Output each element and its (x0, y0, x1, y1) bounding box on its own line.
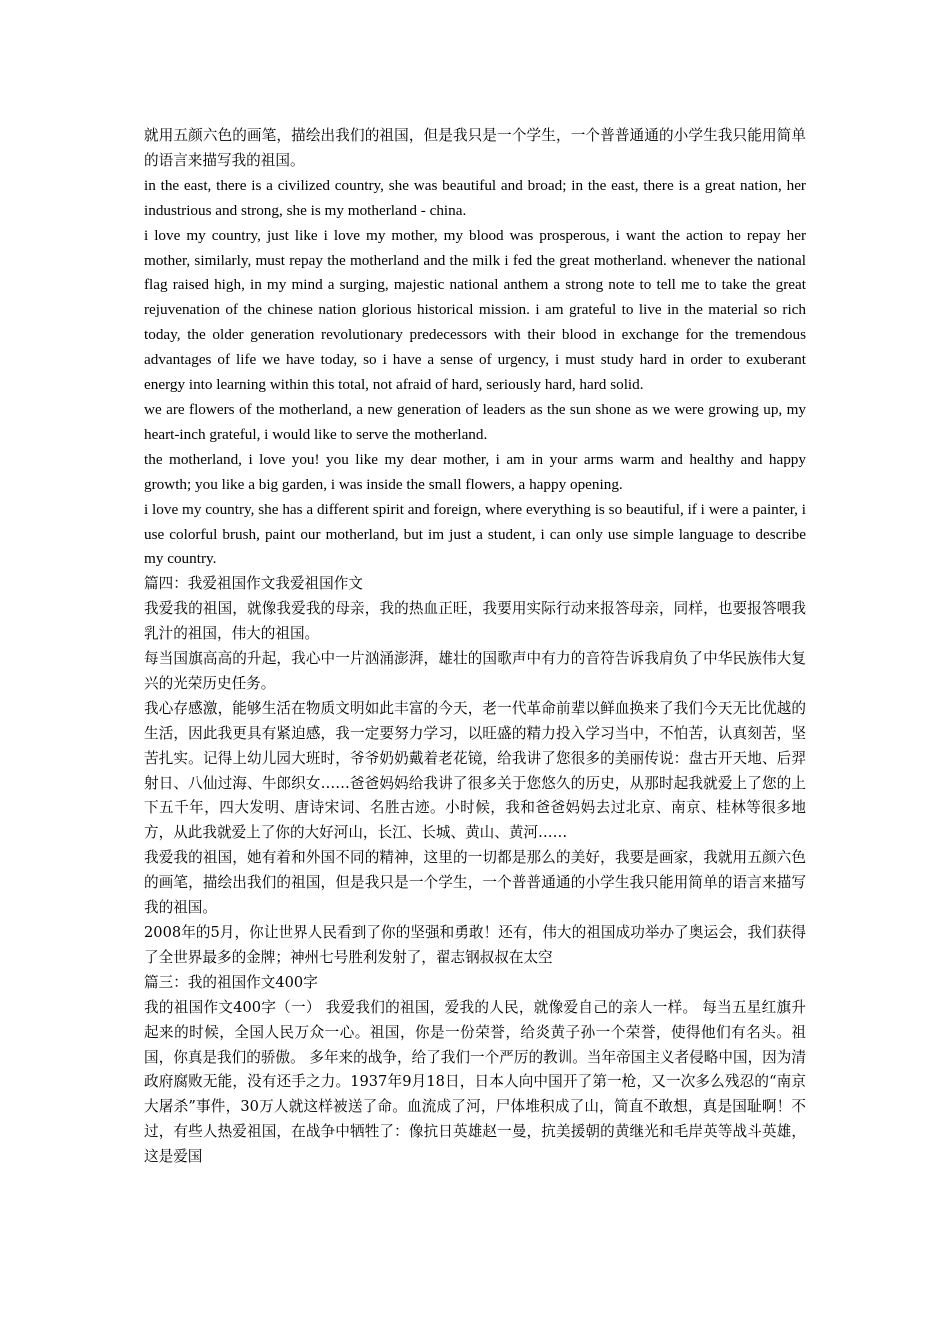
paragraph-en-2: i love my country, just like i love my mother, my blood was prosperous, i want the action to repay her mother, similarly, must repay the motherland and the milk i fed the great motherland. whenever the national flag raised high, in my mind a surging, majestic national anthem a strong note to tell me to take the great rejuvenation of the chinese nation glorious historical mission. i am grateful to live in the material so rich today, the older generation revolutionary predecessors with their blood in exchange for the tremendous advantages of life we have today, so i have a sense of urgency, i must study hard in order to exuberant energy into learning within this total, not afraid of hard, seriously hard, hard solid. (144, 226, 806, 394)
paragraph-zh-7: 我的祖国作文400字（一） 我爱我们的祖国，爱我的人民，就像爱自己的亲人一样。 每当五星红旗升起来的时候，全国人民万众一心。祖国，你是一份荣誉，给炎黄子孙一个荣誉，使得他们有名头。祖国，你真是我们的骄傲。 多年来的战争，给了我们一个严厉的教训。当年帝国主义者侵略中国，因为清政府腐败无能，没有还手之力。1937年9月18日，日本人向中国开了第一枪，又一次多么残忍的“南京大屠杀”事件，30万人就这样被送了命。血流成了河，尸体堆积成了山，简直不敢想，真是国耻啊！不过，有些人热爱祖国，在战争中牺牲了：像抗日英雄赵一曼，抗美援朝的黄继光和毛岸英等战斗英雄，这是爱国 (144, 998, 806, 1166)
section-heading-4: 篇四：我爱祖国作文我爱祖国作文 (144, 575, 363, 593)
paragraph-zh-5: 我爱我的祖国，她有着和外国不同的精神，这里的一切都是那么的美好，我要是画家，我就用五颜六色的画笔，描绘出我们的祖国，但是我只是一个学生，一个普普通通的小学生我只能用简单的语言来描写我的祖国。 (144, 849, 806, 917)
paragraph-zh-6: 2008年的5月，你让世界人民看到了你的坚强和勇敢！还有，伟大的祖国成功举办了奥运会，我们获得了全世界最多的金牌；神州七号胜利发射了，翟志钢叔叔在太空 (144, 924, 806, 966)
paragraph-zh-3: 每当国旗高高的升起，我心中一片汹涌澎湃，雄壮的国歌声中有力的音符告诉我肩负了中华民族伟大复兴的光荣历史任务。 (144, 650, 806, 692)
paragraph-zh-4: 我心存感激，能够生活在物质文明如此丰富的今天，老一代革命前辈以鲜血换来了我们今天无比优越的生活，因此我更具有紧迫感，我一定要努力学习，以旺盛的精力投入学习当中，不怕苦，认真刻苦，坚苦扎实。记得上幼儿园大班时，爷爷奶奶戴着老花镜，给我讲了您很多的美丽传说：盘古开天地、后羿射日、八仙过海、牛郎织女……爸爸妈妈给我讲了很多关于您悠久的历史，从那时起我就爱上了您的上下五千年，四大发明、唐诗宋词、名胜古迹。小时候，我和爸爸妈妈去过北京、南京、桂林等很多地方，从此我就爱上了你的大好河山，长江、长城、黄山、黄河…… (144, 699, 806, 842)
paragraph-en-3: we are flowers of the motherland, a new generation of leaders as the sun shone as we were growing up, my heart-inch grateful, i would like to serve the motherland. (144, 400, 806, 443)
paragraph-en-4: the motherland, i love you! you like my dear mother, i am in your arms warm and healthy and happy growth; you like a big garden, i was inside the small flowers, a happy opening. (144, 450, 806, 493)
document-body (144, 124, 806, 1170)
paragraph-zh-1: 就用五颜六色的画笔，描绘出我们的祖国，但是我只是一个学生，一个普普通通的小学生我只能用简单的语言来描写我的祖国。 (144, 127, 806, 169)
section-heading-3: 篇三：我的祖国作文400字 (144, 973, 318, 991)
paragraph-zh-2: 我爱我的祖国，就像我爱我的母亲，我的热血正旺，我要用实际行动来报答母亲，同样，也要报答喂我乳汁的祖国，伟大的祖国。 (144, 600, 806, 643)
paragraph-en-1: in the east, there is a civilized country, she was beautiful and broad; in the east, there is a great nation, her industrious and strong, she is my motherland - china. (144, 176, 806, 219)
paragraph-en-5: i love my country, she has a different spirit and foreign, where everything is so beautiful, if i were a painter, i use colorful brush, paint our motherland, but im just a student, i can only use simple language to describe my country. (144, 500, 806, 568)
